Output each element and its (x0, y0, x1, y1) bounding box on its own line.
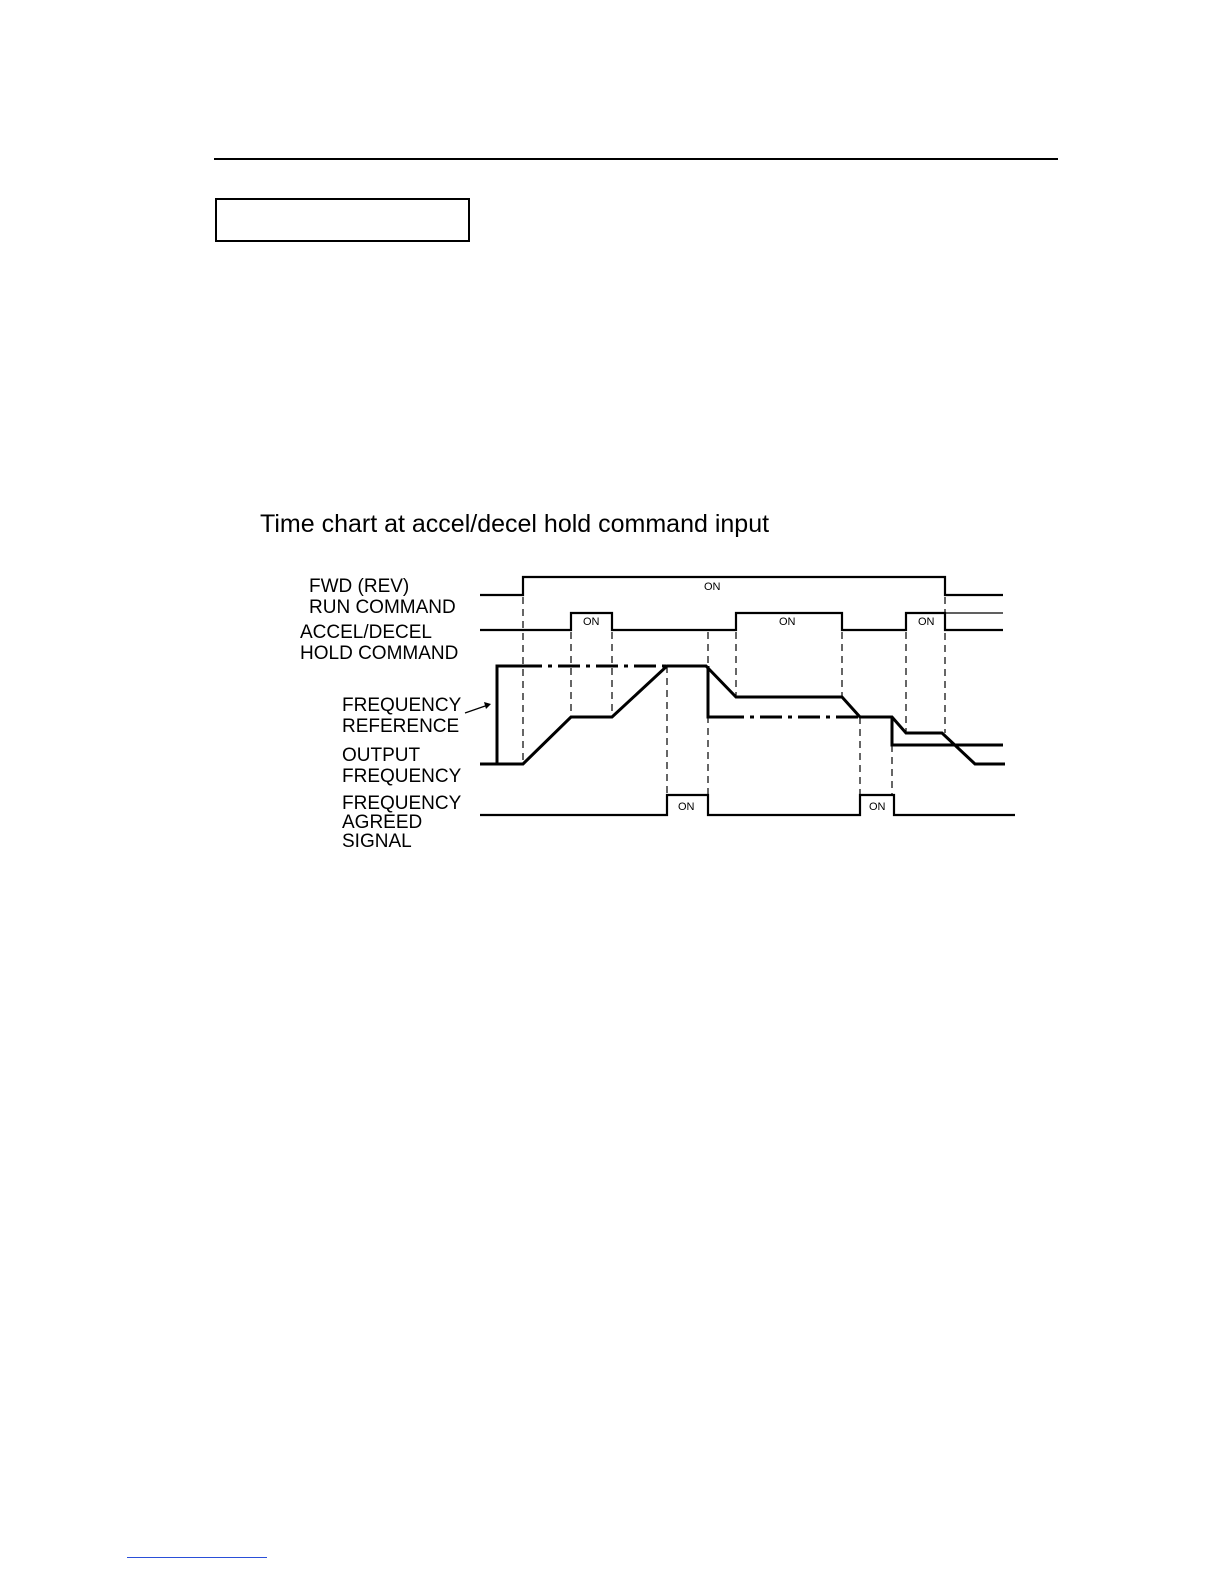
agreed-signal-label-line2: AGREED (342, 812, 423, 833)
agreed-on-label-2: ON (869, 801, 886, 813)
run-command-trace (480, 577, 1003, 595)
footer-link-underline (127, 1557, 267, 1558)
output-frequency-label-line1: OUTPUT (342, 745, 421, 766)
hold-on-label-1: ON (583, 616, 600, 628)
leader-arrowhead-icon (484, 702, 491, 709)
frequency-reference-label-line1: FREQUENCY (342, 695, 462, 716)
agreed-signal-waveform (480, 795, 1015, 815)
run-command-waveform (480, 577, 1003, 595)
chart-title: Time chart at accel/decel hold command input (260, 510, 770, 538)
agreed-signal-label-line3: SIGNAL (342, 831, 412, 852)
hold-on-label-2: ON (779, 616, 796, 628)
run-command-label-line2: RUN COMMAND (309, 597, 456, 618)
agreed-on-label-1: ON (678, 801, 695, 813)
run-on-label: ON (704, 581, 721, 593)
hold-on-label-3: ON (918, 616, 935, 628)
output-frequency-label-line2: FREQUENCY (342, 766, 462, 787)
agreed-signal-trace (480, 795, 1015, 815)
signal-labels (300, 576, 491, 852)
hold-command-waveform (480, 613, 1003, 630)
hold-command-label-line2: HOLD COMMAND (300, 643, 459, 664)
frequency-reference-waveform (497, 666, 1003, 764)
output-frequency-waveform (480, 666, 1005, 764)
frequency-reference-label-line2: REFERENCE (342, 716, 460, 737)
frequency-reference-rise (497, 666, 520, 764)
output-frequency-trace (480, 666, 1005, 764)
run-command-label-line1: FWD (REV) (309, 576, 410, 597)
agreed-signal-label-line1: FREQUENCY (342, 793, 462, 814)
hold-command-label-line1: ACCEL/DECEL (300, 622, 432, 643)
frequency-reference-leader-line (465, 705, 488, 713)
frequency-reference-level-3 (892, 717, 1003, 745)
